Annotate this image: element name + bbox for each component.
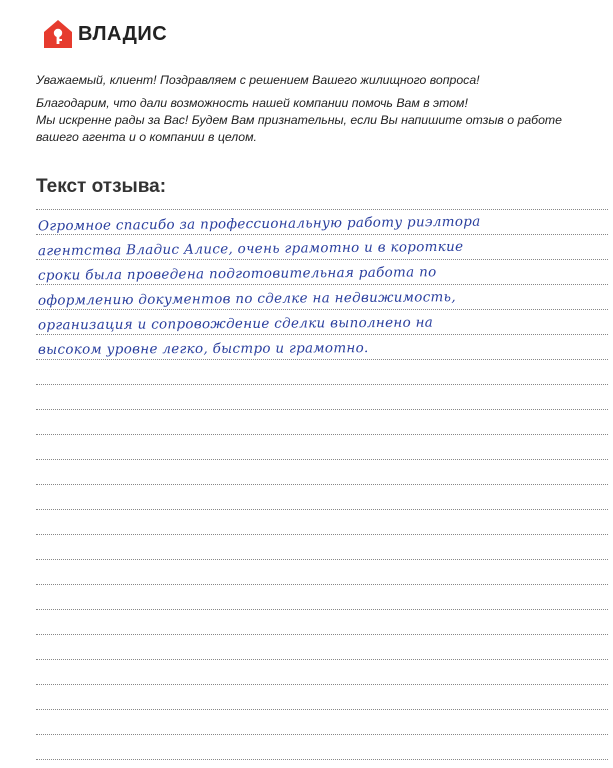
handwritten-line: сроки была проведена подготовительная работа по <box>37 264 437 284</box>
ruled-line <box>36 459 608 460</box>
ruled-line <box>36 434 608 435</box>
ruled-line <box>36 284 608 285</box>
ruled-line <box>36 584 608 585</box>
ruled-line <box>36 634 608 635</box>
intro-request: Мы искренне рады за Вас! Будем Вам признательны, если Вы напишите отзыв о работе <box>36 113 563 127</box>
ruled-line <box>36 659 608 660</box>
ruled-line <box>36 209 608 210</box>
intro-greeting: Уважаемый, клиент! Поздравляем с решением Вашего жилищного вопроса! <box>36 73 480 87</box>
ruled-line <box>36 609 608 610</box>
intro-thanks: Благодарим, что дали возможность нашей компании помочь Вам в этом! <box>36 96 468 110</box>
ruled-line <box>36 334 608 335</box>
brand-name: ВЛАДИС <box>78 22 168 45</box>
ruled-line <box>36 509 608 510</box>
ruled-line <box>36 734 608 735</box>
review-heading: Текст отзыва: <box>36 176 167 197</box>
ruled-line <box>36 359 608 360</box>
ruled-line <box>36 759 608 760</box>
handwritten-line: организация и сопровождение сделки выполнено на <box>37 314 434 334</box>
ruled-line <box>36 384 608 385</box>
intro-request-cont: вашего агента и о компании в целом. <box>36 130 257 144</box>
ruled-line <box>36 684 608 685</box>
ruled-line <box>36 259 608 260</box>
handwritten-line: высоком уровне легко, быстро и грамотно. <box>37 340 369 358</box>
review-ruled-area <box>36 0 608 768</box>
ruled-line <box>36 309 608 310</box>
handwritten-line: Огромное спасибо за профессиональную работу риэлтора <box>37 213 481 235</box>
ruled-line <box>36 709 608 710</box>
handwritten-line: агентства Владис Алисе, очень грамотно и в короткие <box>37 238 464 260</box>
handwritten-line: оформлению документов по сделке на недвижимость, <box>37 289 456 309</box>
ruled-line <box>36 534 608 535</box>
ruled-line <box>36 559 608 560</box>
ruled-line <box>36 234 608 235</box>
ruled-line <box>36 484 608 485</box>
ruled-line <box>36 409 608 410</box>
